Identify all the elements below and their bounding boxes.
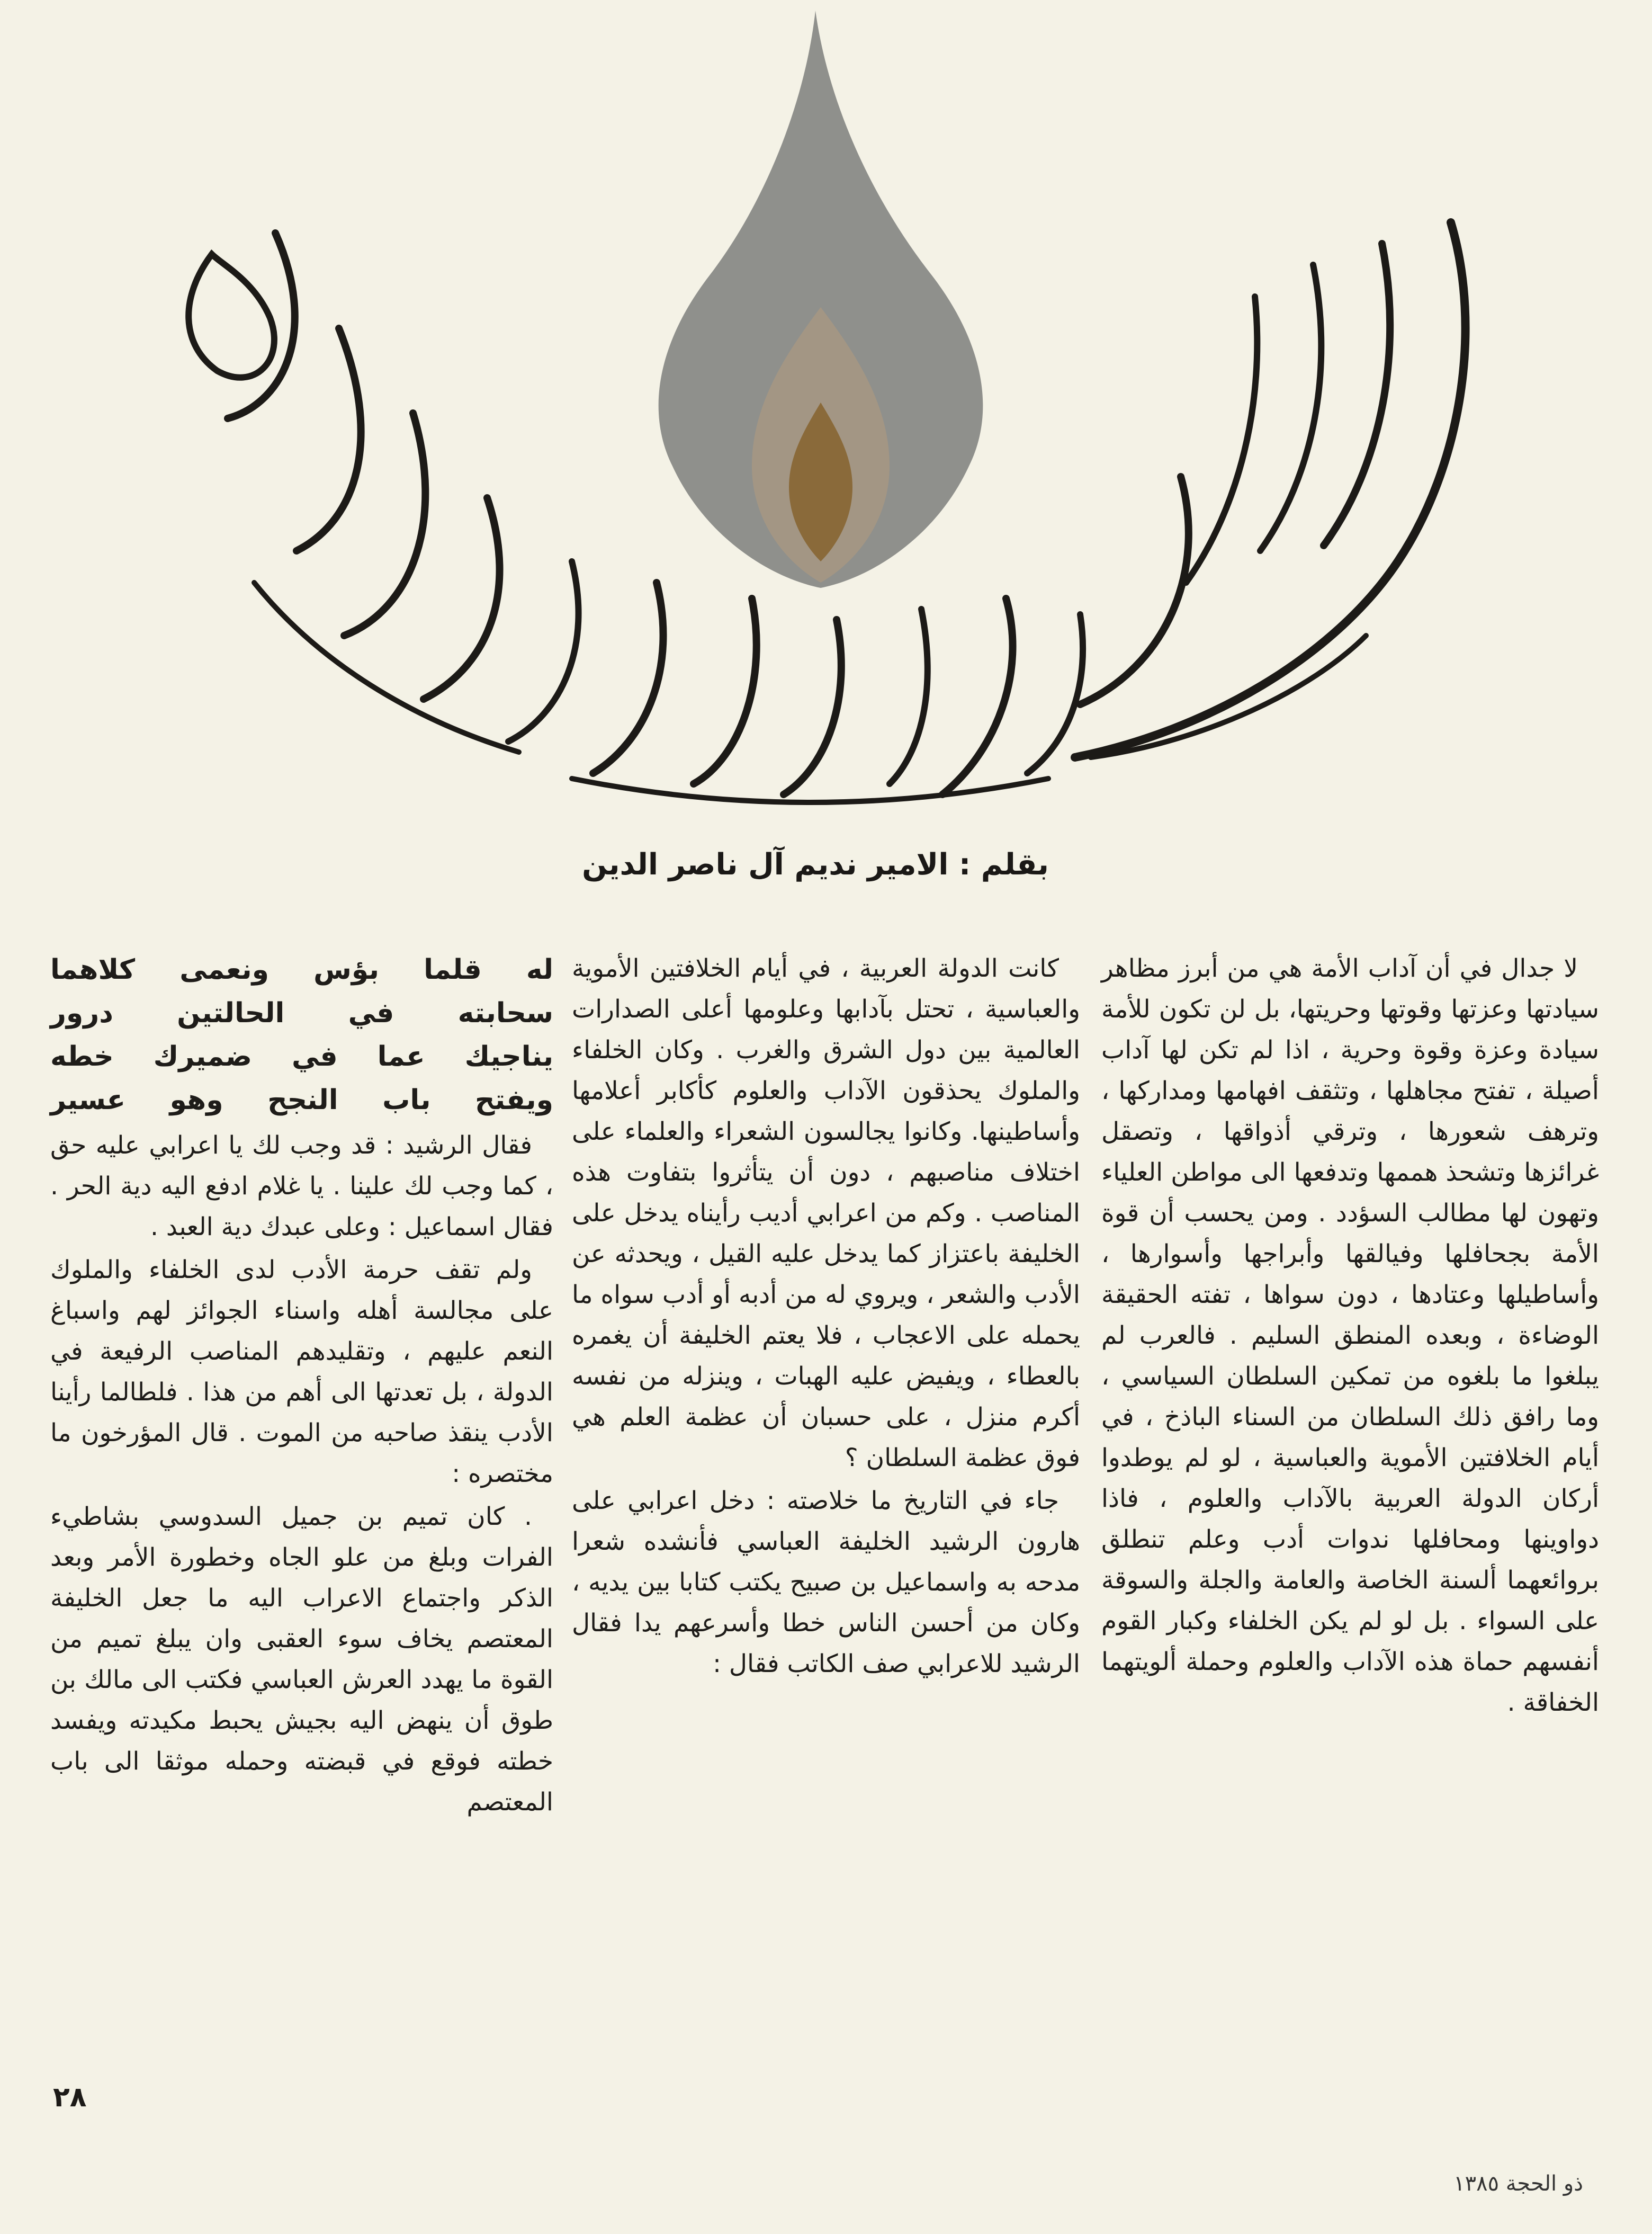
poem-line: سحابته في الحالتين درور <box>50 997 553 1029</box>
poem-line: ويفتح باب النجح وهو عسير <box>50 1084 553 1116</box>
page-number: ٢٨ <box>53 2081 87 2113</box>
header-calligraphy-art <box>95 0 1557 826</box>
poem-verses <box>50 948 553 1122</box>
paragraph: كانت الدولة العربية ، في أيام الخلافتين الأموية والعباسية ، تحتل بآدابها وعلومها أعلى الصدارات العالمية بين دول الشرق والغرب . وكان الخلفاء والملوك يحذقون الآداب والعلوم كأكابر أعلامها وأساطينها. وكانوا يجالسون الشعراء والعلماء على اختلاف مناصبهم ، دون أن يتأثروا بتفاوت هذه المناصب . وكم من اعرابي أديب رأيناه يدخل على الخليفة باعتزاز كما يدخل عليه القيل ، ويحدثه عن الأدب والشعر ، ويروي له من أدبه أو أدب سواه ما يحمله على الاعجاب ، فلا يعتم الخليفة أن يغمره بالعطاء ، ويفيض عليه الهبات ، وينزله من نفسه أكرم منزل ، على حسبان أن عظمة العلم هي فوق عظمة السلطان ؟ <box>572 954 1080 1472</box>
flame-drop-illustration <box>659 11 983 588</box>
paragraph: ولم تقف حرمة الأدب لدى الخلفاء والملوك على مجالسة أهله واسناء الجوائز لهم واسباغ النعم عليهم ، وتقليدهم المناصب الرفيعة في الدولة ، بل تعدتها الى أهم من هذا . فلطالما رأينا الأدب ينقذ صاحبه من الموت . قال المؤرخون ما مختصره : <box>50 1255 553 1488</box>
paragraph: لا جدال في أن آداب الأمة هي من أبرز مظاهر سيادتها وعزتها وقوتها وحريتها، بل لن تكون للأمة سيادة وعزة وقوة وحرية ، اذا لم تكن لها آداب أصيلة ، تفتح مجاهلها ، وتثقف افهامها ومداركها ، وترهف شعورها ، وترقي أذواقها ، وتصقل غرائزها وتشحذ هممها وتدفعها الى مواطن العلياء وتهون لها مطالب السؤدد . ومن يحسب أن قوة الأمة بجحافلها وفيالقها وأبراجها وأسوارها ، وأساطيلها وعتادها ، دون سواها ، تفته الحقيقة الوضاءة ، وبعده المنطق السليم . فالعرب لم يبلغوا ما بلغوه من تمكين السلطان السياسي ، وما رافق ذلك السلطان من السناء الباذخ ، في أيام الخلافتين الأموية والعباسية ، لو لم يوطدوا أركان الدولة العربية بالآداب والعلوم ، فاذا دواوينها ومحافلها ندوات أدب وعلم تنطلق بروائعهما ألسنة الخاصة والعامة والجلة والسوقة على السواء . بل لو لم يكن الخلفاء وكبار القوم أنفسهم حماة هذه الآداب والعلوم وحملة ألويتهما الخفاقة . <box>1101 954 1599 1717</box>
paragraph: جاء في التاريخ ما خلاصته : دخل اعرابي على هارون الرشيد الخليفة العباسي فأنشده شعرا مدحه به واسماعيل بن صبيح يكتب كتابا بين يديه ، وكان من أحسن الناس خطا وأسرعهم يدا فقال الرشيد للاعرابي صف الكاتب فقال : <box>572 1486 1080 1678</box>
poem-line: له قلما بؤس ونعمى كلاهما <box>50 954 553 986</box>
poem-line: يناجيك عما في ضميرك خطه <box>50 1041 553 1073</box>
paragraph: فقال الرشيد : قد وجب لك يا اعرابي عليه حق ، كما وجب لك علينا . يا غلام ادفع اليه دية الحر . فقال اسماعيل : وعلى عبدك دية العبد . <box>50 1131 553 1241</box>
article-column-left <box>50 948 553 1825</box>
article-column-middle <box>572 948 1080 1686</box>
issue-date: ذو الحجة ١٣٨٥ <box>1453 2172 1583 2196</box>
article-column-right <box>1101 948 1599 1725</box>
byline: بقلم : الامير نديم آل ناصر الدين <box>582 847 1049 882</box>
paragraph: . كان تميم بن جميل السدوسي بشاطيء الفرات وبلغ من علو الجاه وخطورة الأمر وبعد الذكر واجتماع الاعراب اليه ما جعل الخليفة المعتصم يخاف سوء العقبى وان يبلغ تميم من القوة ما يهدد العرش العباسي فكتب الى مالك بن طوق أن ينهض اليه بجيش يحبط مكيدته ويفسد خطته فوقع في قبضته وحمله موثقا الى باب المعتصم <box>50 1502 553 1817</box>
